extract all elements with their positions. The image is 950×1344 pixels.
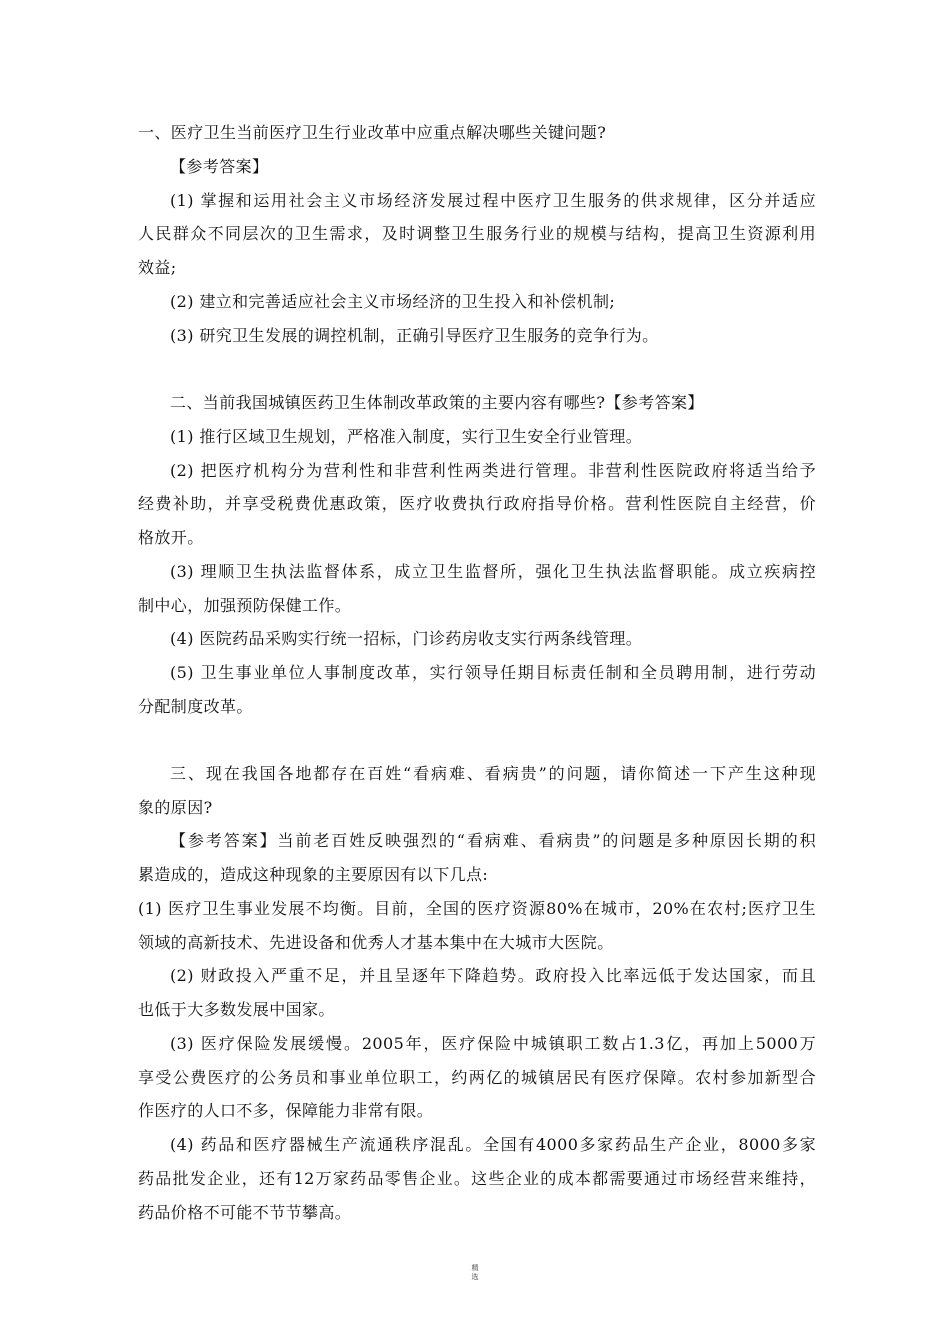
question-3-title-line-2: 象的原因?	[138, 798, 213, 817]
q2-para-4: (4) 医院药品采购实行统一招标，门诊药房收支实行两条线管理。	[170, 629, 643, 648]
answer-label: 【参考答案】	[170, 157, 269, 176]
question-3-title-line-1: 三、现在我国各地都存在百姓“看病难、看病贵”的问题，请你简述一下产生这种现	[170, 764, 816, 783]
q3-para-1-line-1: (1) 医疗卫生事业发展不均衡。目前，全国的医疗资源80%在城市，20%在农村;医疗卫生	[138, 899, 816, 918]
q3-intro-line-2: 累造成的，造成这种现象的主要原因有以下几点:	[138, 865, 489, 884]
q2-para-2-line-1: (2) 把医疗机构分为营利性和非营利性两类进行管理。非营利性医院政府将适当给予	[170, 461, 816, 480]
q3-para-3-line-2: 享受公费医疗的公务员和事业单位职工，约两亿的城镇居民有医疗保障。农村参加新型合	[138, 1068, 816, 1087]
q1-para-1-line-3: 效益;	[138, 258, 177, 277]
q3-intro-line-1: 【参考答案】当前老百姓反映强烈的“看病难、看病贵”的问题是多种原因长期的积	[170, 831, 816, 850]
q2-para-2-line-2: 经费补助，并享受税费优惠政策，医疗收费执行政府指导价格。营利性医院自主经营，价	[138, 494, 816, 513]
question-2-title: 二、当前我国城镇医药卫生体制改革政策的主要内容有哪些?【参考答案】	[170, 393, 704, 412]
q3-para-4-line-1: (4) 药品和医疗器械生产流通秩序混乱。全国有4000多家药品生产企业，8000多家	[170, 1135, 816, 1154]
q2-para-3-line-2: 制中心，加强预防保健工作。	[138, 596, 352, 615]
q2-para-3-line-1: (3) 理顺卫生执法监督体系，成立卫生监督所，强化卫生执法监督职能。成立疾病控	[170, 562, 816, 581]
q1-para-2: (2) 建立和完善适应社会主义市场经济的卫生投入和补偿机制;	[170, 292, 616, 311]
q3-para-4-line-2: 药品批发企业，还有12万家药品零售企业。这些企业的成本都需要通过市场经营来维持，	[138, 1169, 816, 1188]
q3-para-2-line-2: 也低于大多数发展中国家。	[138, 1000, 335, 1019]
q2-para-1: (1) 推行区域卫生规划，严格准入制度，实行卫生安全行业管理。	[170, 427, 643, 446]
q3-para-3-line-3: 作医疗的人口不多，保障能力非常有限。	[138, 1101, 434, 1120]
q1-para-3: (3) 研究卫生发展的调控机制，正确引导医疗卫生服务的竞争行为。	[170, 326, 659, 345]
q2-para-5-line-2: 分配制度改革。	[138, 697, 253, 716]
page-footer	[465, 1264, 485, 1282]
footer-char-2: 选	[471, 1273, 479, 1281]
q3-para-3-line-1: (3) 医疗保险发展缓慢。2005年，医疗保险中城镇职工数占1.3亿，再加上5000万	[170, 1034, 816, 1053]
question-1-title: 一、医疗卫生当前医疗卫生行业改革中应重点解决哪些关键问题?	[138, 123, 607, 142]
q2-para-5-line-1: (5) 卫生事业单位人事制度改革，实行领导任期目标责任制和全员聘用制，进行劳动	[170, 663, 816, 682]
q3-para-1-line-2: 领域的高新技术、先进设备和优秀人才基本集中在大城市大医院。	[138, 933, 614, 952]
footer-char-1: 精	[471, 1264, 479, 1272]
q2-para-2-line-3: 格放开。	[138, 528, 204, 547]
q1-para-1-line-1: (1) 掌握和运用社会主义市场经济发展过程中医疗卫生服务的供求规律，区分并适应	[170, 191, 816, 210]
q1-para-1-line-2: 人民群众不同层次的卫生需求，及时调整卫生服务行业的规模与结构，提高卫生资源利用	[138, 224, 816, 243]
q3-para-4-line-3: 药品价格不可能不节节攀高。	[138, 1203, 352, 1222]
q3-para-2-line-1: (2) 财政投入严重不足，并且呈逐年下降趋势。政府投入比率远低于发达国家，而且	[170, 966, 816, 985]
